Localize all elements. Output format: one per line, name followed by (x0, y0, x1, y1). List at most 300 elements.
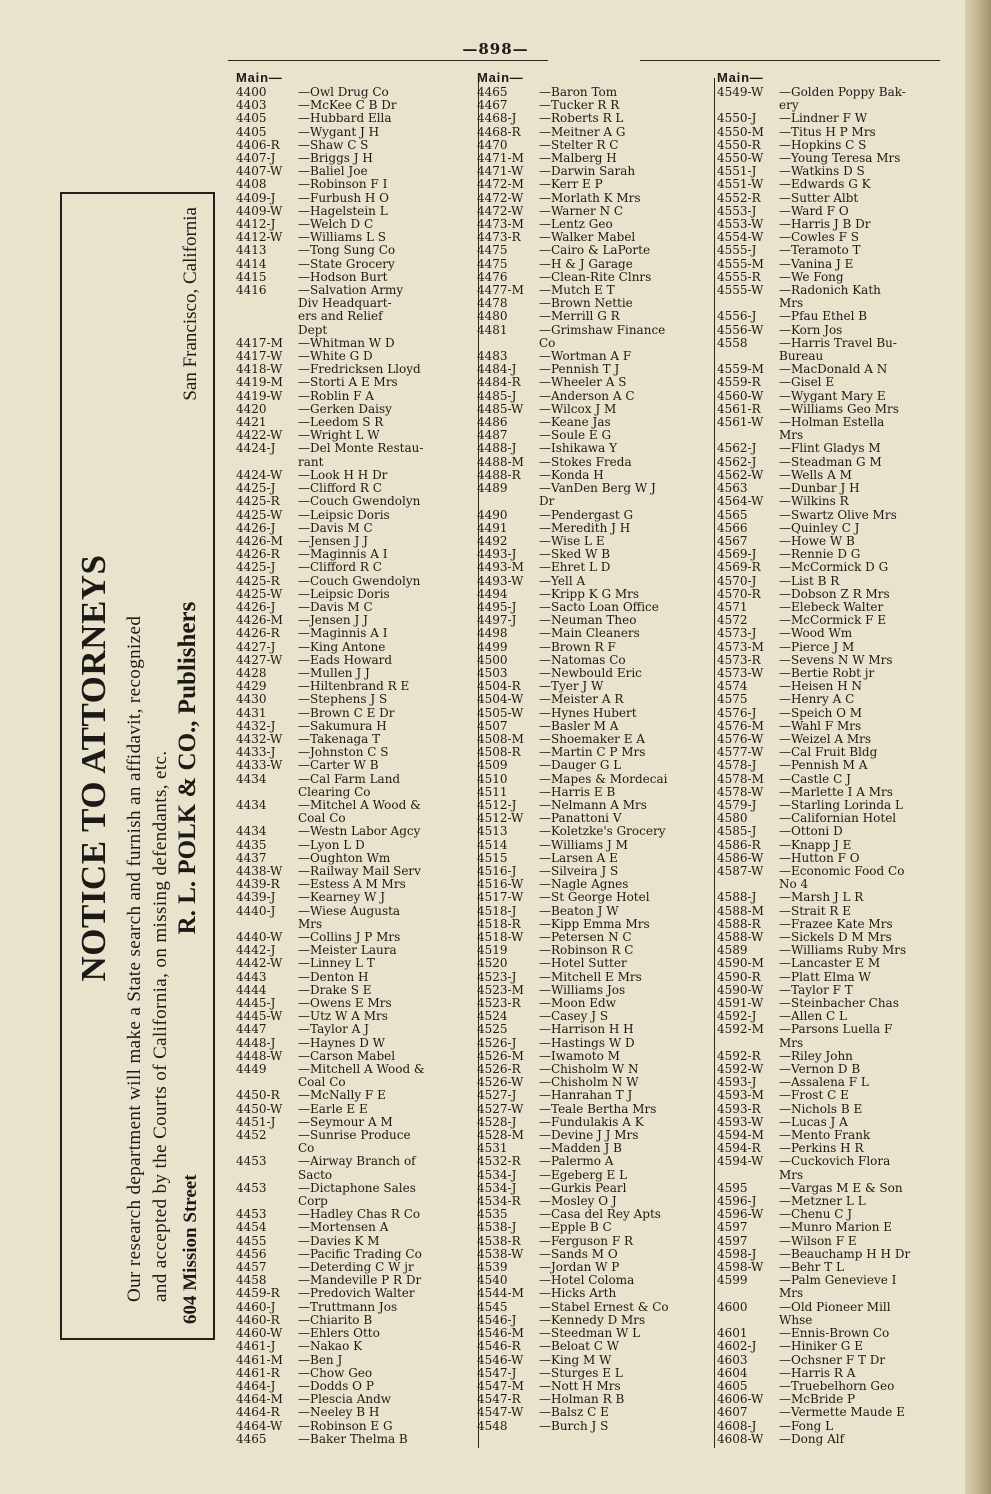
listing-name: —Pennish M A (779, 759, 868, 773)
directory-listing (236, 720, 476, 733)
directory-listing (477, 891, 717, 904)
directory-listing (236, 1354, 476, 1367)
directory-listing (477, 971, 717, 984)
listing-number: 4442-W (236, 956, 283, 971)
listing-name: —Beaton J W (539, 904, 619, 918)
directory-listing (477, 390, 717, 403)
listing-number: 4435 (236, 837, 267, 852)
listing-name: —Harris J B Dr (779, 218, 871, 232)
listing-number: 4561-R (717, 401, 761, 416)
directory-listing (477, 442, 717, 455)
listing-name: —Truebelhorn Geo (779, 1379, 895, 1393)
listing-name: —Wilkins R (779, 495, 849, 509)
directory-listing (477, 1406, 717, 1419)
listing-name: —Couch Gwendolyn (298, 495, 421, 509)
listing-name: —Malberg H (539, 152, 617, 166)
listing-name: —Golden Poppy Bak- (779, 86, 906, 99)
directory-listing (717, 1420, 957, 1433)
listing-name: —Maginnis A I (298, 627, 388, 641)
directory-listing (717, 601, 957, 614)
listing-number: 4527-J (477, 1088, 517, 1103)
listing-number: 4600 (717, 1299, 748, 1314)
directory-listing (717, 337, 957, 350)
listing-name: —Airway Branch of (298, 1155, 416, 1169)
listing-number: 4538-W (477, 1246, 524, 1261)
listing-name: —Yell A (539, 574, 586, 588)
directory-listing (236, 654, 476, 667)
listing-name: Dr (539, 495, 555, 509)
listing-number: 4551-W (717, 177, 764, 192)
listing-continuation (236, 1169, 476, 1182)
listing-name: —Elebeck Walter (779, 600, 884, 614)
listing-name: —Eads Howard (298, 653, 393, 667)
notice-body-line-1: Our research department will make a State search and furnish an affidavit, recognized (124, 615, 145, 1302)
directory-listing (477, 812, 717, 825)
listing-number: 4426-J (236, 520, 276, 535)
listing-number: 4551-J (717, 164, 757, 179)
listing-name: —Platt Elma W (779, 970, 871, 984)
listing-name: —Egeberg E L (539, 1168, 628, 1182)
listing-name: —Fundulakis A K (539, 1115, 644, 1129)
listing-name: Dept (298, 323, 328, 337)
listing-number: 4426-M (236, 613, 283, 628)
listing-name: —Wortman A F (539, 350, 632, 364)
directory-listing (477, 561, 717, 574)
listing-name: —Vargas M E & Son (779, 1181, 903, 1195)
listing-name: —Pennish T J (539, 363, 620, 377)
listing-number: 4588-J (717, 890, 757, 905)
listing-number: 4483 (477, 349, 508, 364)
directory-listing (477, 773, 717, 786)
directory-listing (717, 178, 957, 191)
listing-name: —Earle E E (298, 1102, 368, 1116)
directory-listing (236, 1433, 476, 1446)
listing-name: —Tyer J W (539, 680, 604, 694)
listing-name: —Utz W A Mrs (298, 1010, 388, 1024)
directory-listing (236, 891, 476, 904)
directory-listing (236, 99, 476, 112)
listing-number: 4440-W (236, 930, 283, 944)
listing-number: 4569-R (717, 560, 761, 575)
listing-number: 4445-J (236, 996, 276, 1011)
listing-number: 4421 (236, 415, 267, 430)
listing-number: 4566 (717, 520, 748, 535)
listing-number: 4448-J (236, 1035, 276, 1050)
directory-listing (717, 654, 957, 667)
listing-name: —Starling Lorinda L (779, 798, 903, 812)
listing-name: —List B R (779, 574, 840, 588)
directory-listing (477, 905, 717, 918)
listing-name: —Dauger G L (539, 759, 622, 773)
directory-listing (236, 1367, 476, 1380)
directory-listing (477, 759, 717, 772)
directory-listing (477, 614, 717, 627)
listing-number: 4526-W (477, 1075, 524, 1090)
directory-listing (717, 931, 957, 944)
listing-number: 4596-J (717, 1194, 757, 1209)
listing-number: 4488-M (477, 454, 524, 469)
listing-name: —Kennedy D Mrs (539, 1313, 646, 1327)
listing-number: 4484-J (477, 362, 517, 377)
listing-number: 4576-M (717, 718, 764, 733)
listing-number: 4465 (236, 1431, 267, 1446)
directory-listing (236, 627, 476, 640)
listing-name: —State Grocery (298, 257, 395, 271)
listing-number: 4598-J (717, 1246, 757, 1261)
directory-listing (236, 759, 476, 772)
listing-name: —Palermo A (539, 1155, 614, 1169)
listing-name: —Holman Estella (779, 416, 885, 430)
listing-number: 4407-W (236, 164, 283, 179)
listing-name: —Watkins D S (779, 165, 865, 179)
listing-number: 4512-W (477, 811, 524, 826)
listing-name: Co (539, 336, 556, 350)
listing-name: rant (298, 455, 324, 469)
listing-name: —Strait R E (779, 904, 852, 918)
notice-body-line-2: and accepted by the Courts of California, on missing defendants, etc. (150, 750, 171, 1302)
listing-number: 4488-J (477, 441, 517, 456)
notice-title: NOTICE TO ATTORNEYS (74, 554, 113, 982)
listing-name: —Lindner F W (779, 112, 868, 126)
directory-listing (717, 957, 957, 970)
directory-listing (477, 720, 717, 733)
listing-number: 4575 (717, 692, 748, 707)
listing-number: 4467 (477, 98, 508, 113)
listing-name: —Howe W B (779, 534, 855, 548)
listing-number: 4468-J (477, 111, 517, 126)
directory-listing (717, 759, 957, 772)
listing-name: —Edwards G K (779, 178, 871, 192)
directory-listing (477, 126, 717, 139)
listing-name: —Steedman W L (539, 1327, 641, 1341)
directory-listing (477, 1103, 717, 1116)
listing-name: —Beauchamp H H Dr (779, 1247, 911, 1261)
directory-listing (477, 310, 717, 323)
listing-number: 4578-M (717, 771, 764, 786)
listing-name: —Roblin F A (298, 389, 374, 403)
listing-name: —Clifford R C (298, 561, 382, 575)
listing-number: 4592-J (717, 1009, 757, 1024)
listing-number: 4528-J (477, 1114, 517, 1129)
directory-listing (717, 839, 957, 852)
listing-name: —Predovich Walter (298, 1287, 415, 1301)
directory-listing (477, 1129, 717, 1142)
listing-name: —Chisholm W N (539, 1063, 639, 1077)
directory-listing (477, 1221, 717, 1234)
listing-name: —Ben J (298, 1353, 343, 1367)
directory-column-2 (477, 70, 717, 1460)
listing-name: —Jensen J J (298, 614, 368, 628)
book-spine-shadow (965, 0, 991, 1494)
listing-name: —Ward F O (779, 204, 849, 218)
listing-name: —Swartz Olive Mrs (779, 508, 897, 522)
listing-number: 4448-W (236, 1048, 283, 1063)
listing-name: —Keane Jas (539, 416, 611, 430)
listing-name: —Seymour A M (298, 1115, 393, 1129)
directory-listing (477, 192, 717, 205)
directory-listing (477, 1155, 717, 1168)
listing-name: —Walker Mabel (539, 231, 636, 245)
listing-name: —Cal Farm Land (298, 772, 401, 786)
directory-listing (477, 1301, 717, 1314)
listing-number: 4523-M (477, 982, 524, 997)
listing-number: 4596-W (717, 1207, 764, 1222)
listing-number: 4556-J (717, 309, 757, 324)
listing-number: 4524 (477, 1009, 508, 1024)
listing-name: —Devine J J Mrs (539, 1129, 639, 1143)
listing-name: —Takenaga T (298, 732, 381, 746)
directory-listing (477, 1023, 717, 1036)
column-heading: Main— (717, 70, 764, 85)
listing-name: —Riley John (779, 1049, 853, 1063)
listing-name: Bureau (779, 350, 824, 364)
directory-listing (717, 495, 957, 508)
directory-listing (717, 667, 957, 680)
directory-listing (236, 680, 476, 693)
listing-number: 4591-W (717, 996, 764, 1011)
listing-number: 4480 (477, 309, 508, 324)
listing-number: 4400 (236, 85, 267, 99)
listing-name: —Mitchell A Wood & (298, 1063, 425, 1077)
listing-name: —Balsz C E (539, 1406, 609, 1420)
listing-number: 4459-R (236, 1286, 280, 1301)
listing-continuation (717, 1314, 957, 1327)
directory-listing (717, 865, 957, 878)
directory-listing (477, 258, 717, 271)
listing-name: —Perkins H R (779, 1142, 864, 1156)
listing-name: —Robinson E G (298, 1419, 393, 1433)
listing-name: —Casa del Rey Apts (539, 1208, 661, 1222)
column-heading: Main— (477, 70, 524, 85)
listing-name: —Wiese Augusta (298, 904, 401, 918)
listing-name: —Harris Travel Bu- (779, 336, 897, 350)
listing-name: —Hanrahan T J (539, 1089, 633, 1103)
listing-number: 4592-R (717, 1048, 761, 1063)
directory-listing (717, 192, 957, 205)
listing-name: —Hadley Chas R Co (298, 1208, 421, 1222)
listing-name: —Carson Mabel (298, 1049, 396, 1063)
directory-listing (477, 509, 717, 522)
directory-listing (717, 376, 957, 389)
directory-listing (717, 627, 957, 640)
listing-name: —Westn Labor Agcy (298, 825, 421, 839)
listing-name: —Haynes D W (298, 1036, 385, 1050)
listing-continuation (236, 456, 476, 469)
listing-continuation (477, 337, 717, 350)
listing-name: —Fredricksen Lloyd (298, 363, 421, 377)
directory-listing (717, 786, 957, 799)
listing-name: ery (779, 99, 799, 113)
directory-listing (717, 1155, 957, 1168)
listing-name: —Madden J B (539, 1142, 622, 1156)
listing-name: —Silveira J S (539, 864, 619, 878)
listing-name: —Flint Gladys M (779, 442, 881, 456)
directory-listing (236, 693, 476, 706)
listing-name: —Pfau Ethel B (779, 310, 868, 324)
directory-listing (717, 1406, 957, 1419)
directory-listing (477, 1089, 717, 1102)
listing-name: —Dodds O P (298, 1379, 374, 1393)
listing-name: —Ehret L D (539, 561, 611, 575)
listing-continuation (236, 324, 476, 337)
listing-name: —McKee C B Dr (298, 99, 397, 113)
listing-name: —Wygant Mary E (779, 389, 886, 403)
listing-name: —Jordan W P (539, 1261, 620, 1275)
listing-number: 4450-R (236, 1088, 280, 1103)
listing-number: 4588-R (717, 916, 761, 931)
listing-number: 4527-W (477, 1101, 524, 1116)
directory-listing (717, 641, 957, 654)
directory-listing (477, 469, 717, 482)
listing-number: 4550-J (717, 111, 757, 126)
listing-number: 4562-J (717, 454, 757, 469)
directory-listing (717, 588, 957, 601)
directory-listing (717, 112, 957, 125)
listing-name: —Hicks Arth (539, 1287, 617, 1301)
listing-number: 4540 (477, 1273, 508, 1288)
listing-number: 4512-J (477, 797, 517, 812)
listing-number: 4547-J (477, 1365, 517, 1380)
directory-listing (717, 522, 957, 535)
listing-number: 4538-J (477, 1220, 517, 1235)
listing-number: 4418-W (236, 362, 283, 377)
directory-listing (236, 1261, 476, 1274)
listing-number: 4558 (717, 335, 748, 350)
listing-number: 4594-W (717, 1154, 764, 1169)
listing-number: 4443 (236, 969, 267, 984)
listing-number: 4426-J (236, 599, 276, 614)
directory-listing (236, 839, 476, 852)
listing-name: —Panattoni V (539, 812, 622, 826)
listing-number: 4532-R (477, 1154, 521, 1169)
listing-number: 4485-J (477, 388, 517, 403)
listing-name: —Williams Jos (539, 983, 626, 997)
listing-name: —Baliel Joe (298, 165, 368, 179)
listing-continuation (717, 1287, 957, 1300)
listing-name: —Hotel Coloma (539, 1274, 635, 1288)
directory-listing (717, 1235, 957, 1248)
listing-name: —Hynes Hubert (539, 706, 637, 720)
listing-number: 4412-W (236, 230, 283, 245)
listing-number: 4555-M (717, 256, 764, 271)
listing-number: 4534-R (477, 1194, 521, 1209)
directory-listing (717, 1089, 957, 1102)
directory-listing (236, 1050, 476, 1063)
listing-name: —McNally F E (298, 1089, 386, 1103)
listing-number: 4538-R (477, 1233, 521, 1248)
directory-listing (477, 1235, 717, 1248)
listing-name: —Wilson F E (779, 1234, 857, 1248)
directory-listing (236, 825, 476, 838)
directory-listing (236, 1023, 476, 1036)
listing-name: —Mapes & Mordecai (539, 772, 668, 786)
listing-number: 4460-J (236, 1299, 276, 1314)
listing-name: —Castle C J (779, 772, 851, 786)
listing-number: 4495-J (477, 599, 517, 614)
listing-name: —Sunrise Produce (298, 1129, 411, 1143)
listing-number: 4471-W (477, 164, 524, 179)
listing-number: 4556-W (717, 322, 764, 337)
listing-number: 4593-J (717, 1075, 757, 1090)
listing-number: 4475 (477, 243, 508, 258)
listing-number: 4454 (236, 1220, 267, 1235)
listing-number: 4508-R (477, 745, 521, 760)
directory-listing (477, 522, 717, 535)
directory-listing (236, 971, 476, 984)
listing-name: —Ochsner F T Dr (779, 1353, 886, 1367)
listing-number: 4432-J (236, 718, 276, 733)
listing-number: 4573-W (717, 665, 764, 680)
listing-name: —Estess A M Mrs (298, 878, 406, 892)
directory-listing (717, 1354, 957, 1367)
listing-name: —Marlette I A Mrs (779, 785, 893, 799)
directory-column-1 (236, 70, 476, 1460)
directory-listing (717, 390, 957, 403)
listing-name: —Cuckovich Flora (779, 1155, 891, 1169)
listing-name: —Sturges E L (539, 1366, 623, 1380)
directory-listing (236, 588, 476, 601)
listing-number: 4567 (717, 533, 748, 548)
directory-listing (477, 482, 717, 495)
listing-number: 4461-R (236, 1365, 280, 1380)
listing-number: 4515 (477, 850, 508, 865)
listing-number: 4505-W (477, 705, 524, 720)
directory-listing (717, 799, 957, 812)
listing-number: 4425-W (236, 586, 283, 601)
listing-name: —Petersen N C (539, 931, 632, 944)
listing-name: —Owens E Mrs (298, 997, 392, 1011)
listing-number: 4475 (477, 256, 508, 271)
listing-number: 4414 (236, 256, 267, 271)
header-rule-right (640, 60, 940, 61)
listing-continuation (236, 310, 476, 323)
listing-number: 4427-W (236, 652, 283, 667)
directory-listing (236, 165, 476, 178)
directory-listing (717, 1221, 957, 1234)
listing-number: 4576-J (717, 705, 757, 720)
listing-name: —Williams Geo Mrs (779, 402, 899, 416)
listing-number: 4579-J (717, 797, 757, 812)
listing-name: —Jensen J J (298, 534, 368, 548)
listing-name: —Linney L T (298, 957, 375, 971)
directory-listing (236, 1103, 476, 1116)
listing-number: 4518-W (477, 930, 524, 944)
listing-name: —Marsh J L R (779, 891, 864, 905)
listing-name: —Assalena F L (779, 1076, 869, 1090)
listing-name: —McCormick F E (779, 614, 887, 628)
listing-number: 4460-R (236, 1312, 280, 1327)
listing-number: 4597 (717, 1233, 748, 1248)
notice-to-attorneys-box (60, 192, 215, 1340)
listing-name: —McCormick D G (779, 561, 889, 575)
listing-name: Mrs (779, 1168, 804, 1182)
directory-listing (717, 693, 957, 706)
listing-number: 4586-W (717, 850, 764, 865)
listing-number: 4417-W (236, 349, 283, 364)
listing-name: —Collins J P Mrs (298, 931, 401, 944)
directory-listing (236, 1248, 476, 1261)
directory-listing (717, 773, 957, 786)
listing-number: 4432-W (236, 731, 283, 746)
listing-number: 4528-M (477, 1128, 524, 1143)
listing-number: 4464-J (236, 1378, 276, 1393)
listing-number: 4534-J (477, 1167, 517, 1182)
listing-name: —St George Hotel (539, 891, 650, 905)
listing-number: 4552-R (717, 190, 761, 205)
directory-listing (236, 1208, 476, 1221)
listing-number: 4572 (717, 613, 748, 628)
listing-name: —Lucas J A (779, 1115, 848, 1129)
